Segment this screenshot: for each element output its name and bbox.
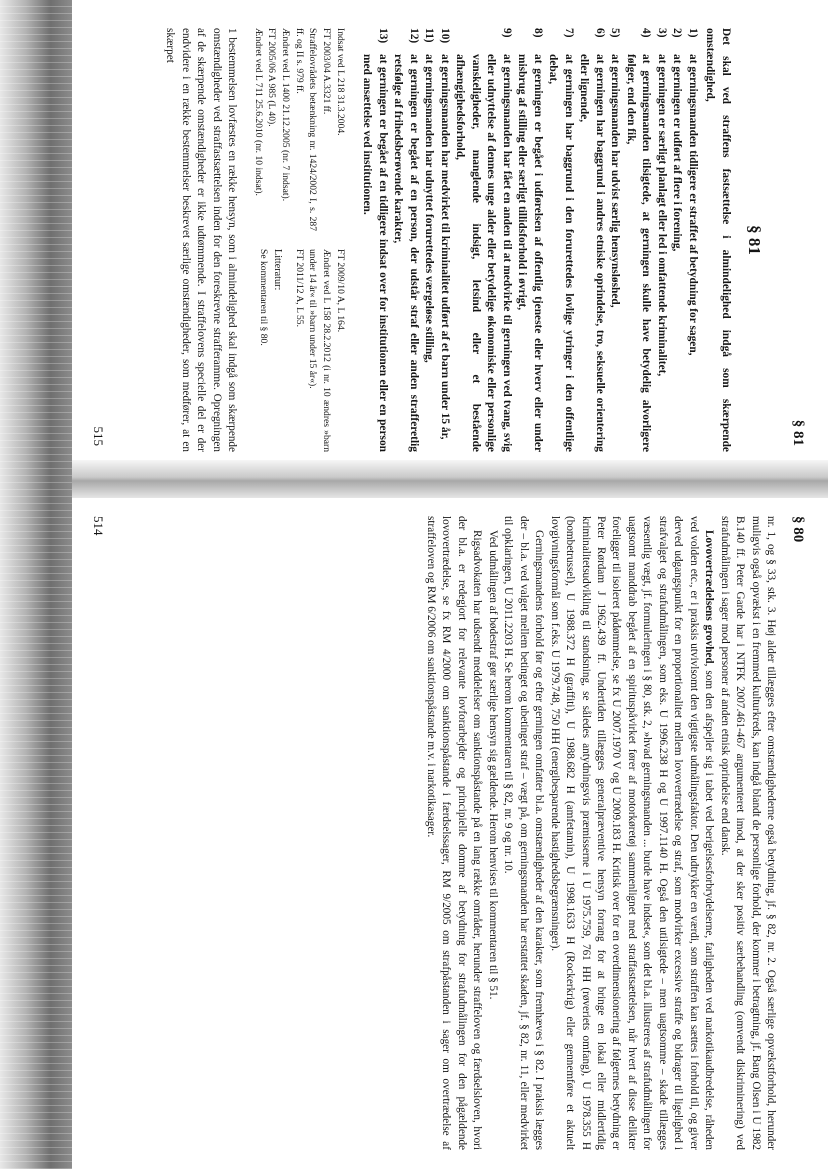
paragraph: Gerningsmandens forhold før og efter gerningen omfatter bl.a. omstændigheder af den karakter, som fremhæves i § 82. I praksis lægges der – bl.a. ved valget mellem betinget og ubetinget straf – vægt på, om gerningsmanden har erstattet skaden, jf. § 82, nr. 11, eller medvirket til opklaringen, U 2011.2203 H. Se herom kommentaren til § 82, nr. 9 og nr. 10. [502,516,546,1150]
list-item: 13) at gerningen er begået af en tidligere indsat over for institutionen eller en person med ansættelse ved institutionen. [361,28,389,452]
page-number-515: 515 [91,426,106,446]
list-item: 10) at gerningsmanden har medvirket til kriminalitet udført af et barn under 15 år, [438,28,451,440]
list-item: 9) at gerningsmanden har fået en anden til at medvirke til gerningen ved tvang, svig eller udnyttelse af dennes unge alder eller betydelige økonomiske eller personlige vanskeligheder, manglende indsigt, letsind eller et bestående afhængighedsforhold, [454,28,513,452]
history-line: FT 2009/10 A, L 164. [334,249,346,333]
history-line: Ændret ved L 158 28.2.2012 (i nr. 10 ændres »barn under 14 år« til »barn under 15 år«). [307,249,332,452]
paragraph: Lovovertrædelsens grovhed, som den afspejler sig i tabet ved berigelsesforbrydelserne, farligheden ved narkotikaudbredelse, råheden ved volden etc., er i praksis utvivlsomt den vigtigste udmålingsfaktor. Den udtrykker en værdi, som straffen kan sættes i forhold til, og giver derved udgangspunkt for en proportionalitet mellem lovovertrædelse og straf, som modvirker excessive straffe og bidrager til ligelighed i strafvalget og strafudmålingen, som eks. U 1996.238 H og U 1997.1140 H. Også den utilsigtede – men uagtsomme – skade tillægges væsentlig vægt, jf. formuleringen i § 80, stk. 2, »hvad gerningsmanden ... burde have indset«, som det bl.a. illustreres af strafudmålingen for uagtsomt manddrab begået af en spirituspåvirket fører af motorkøretøj sammenlignet med straffastsættelsen, når hvert af disse delikter foreligger til isoleret pådømmelse, se fx U 2007.1970 V og U 2009.183 H. Kritisk over for en overdimensionering af følgernes betydning er Peter Rørdam J 1962.439 ff. Undertiden tillægges generalpræventive hensyn forrang for at bringe en lokal eller midlertidig kriminalitetsudvikling til standsning, se således antydningsvis præmisserne i U 1975.759, 761 HH (røveriets omfang), U 1978.355 H (bombetrussel), U 1988.372 H (graffiti), U 1988.682 H (amfetamin), U 1998.1633 H (Rockerkrig) eller gennemføre et aktuelt lovgivningsformål som f.eks. U 1979.748, 750 HH (energibesparende hastighedsbegrænsninger). [548,516,716,1150]
criteria-list [359,28,700,452]
page-515 [82,20,812,460]
paragraph: Ved udmålingen af bødestraf gør særlige hensyn sig gældende. Herom henvises til kommentaren til § 51. [486,530,499,1000]
paragraph: Rigsadvokaten har udsendt meddelelser om sanktionspåstande på en lang række områder, herunder straffeloven og færdselsloven, hvori der bl.a. er redegjort for relevante lovforarbejder og principielle domme af betydning for strafudmålingen for den pågældende lovovertrædelse, se fx RM 4/2000 om sanktionspåstande i færdselssager, RM 9/2005 om strafpåstanden i sager om overtrædelse af straffeloven og RM 6/2006 om sanktionspåstande m.v. i narkotikasager. [425,516,484,1150]
body-514 [423,516,778,1150]
page-514 [82,508,812,1158]
scan-shadow-edge [0,0,72,1169]
list-item: 1) at gerningsmanden tidligere er straffet af betydning for sagen, [686,28,699,356]
list-item: 2) at gerningen er udført af flere i forening, [671,28,684,252]
running-head-514: § 80 [790,516,806,543]
history-line: Straffelovrådets betænkning nr. 1424/2002 I, s. 287 ff. og II s. 979 ff. [293,28,319,231]
body-515 [162,28,778,452]
commentary-paragraph: 1 bestemmelsen lovfæstes en række hensyn, som i almindelighed skal indgå som skærpende omstændigheder ved straffastsættelsen inden for den foreskrevne strafferamme. Opregningen af de skærpende omstændigheder er ikke udtømmende. I straffelovens specielle del er der endvidere i en række bestemmelser beskrevet særlige omstændigheder, som medfører, at en skærpet [164,28,239,452]
list-item: 11) at gerningsmanden har udnyttet forurettedes værgeløse stilling, [423,28,436,363]
history-line: Ændret ved L 711 25.6.2010 (nr. 10 indsat). [252,28,264,196]
lead-paragraph: Det skal ved straffens fastsættelse i almindelighed indgå som skærpende omstændighed, [704,28,732,452]
book-gutter [72,460,828,498]
list-item: 7) at gerningen har baggrund i den forurettedes lovlige ytringer i den offentlige debat, [547,28,575,452]
list-item: 5) at gerningsmanden har udvist særlig hensynsløshed, [609,28,622,308]
legislative-history [251,28,346,452]
literature-label: Litteratur: [272,249,284,291]
history-line: FT 2005/06 A 985 (L 40). [266,28,278,127]
history-line: FT 2011/12 A, L 55. [293,249,305,327]
literature-text: Se kommentaren til § 80. [257,249,269,346]
history-left-column [251,28,346,231]
list-item: 3) at gerningen er særligt planlagt eller led i omfattende kriminalitet, [655,28,668,377]
list-item: 4) at gerningsmanden tilsigtede, at gerningen skulle have betydelig alvorligere følger, end den fik, [624,28,653,452]
history-line: Indsat ved L 218 31.3.2004. [334,28,346,136]
section-title: § 81 [745,225,764,255]
list-item: 6) at gerningen har baggrund i andres etniske oprindelse, tro, seksuelle orientering eller lignende, [578,28,606,452]
history-right-column [251,249,346,452]
history-line: Ændret ved L 1400 21.12.2005 (nr. 7 indsat). [280,28,292,202]
list-item: 12) at gerningen er begået af en person, der udstår straf eller anden strafferetlig retsfølge af frihedsberøvende karakter, [392,28,420,452]
running-head-515: § 81 [790,419,806,446]
page-number-514: 514 [91,516,106,536]
paragraph: nr. 1, og § 33, stk. 3. Høj alder tillægges efter omstændighederne også betydning, jf. § 82, nr. 2. Også særlige opvækstforhold, herunder muligvis også opvækst i en fremmed kulturkreds, kan indgå blandt de personlige forhold, der kommer i betragtning, jf. Bang Olsen i U 1982 B.140 ff. Peter Garde har i NTFK 2007.461-467 argumenteret imod, at der sker positiv særbehandling (omvendt diskriminering) ved strafudmålingen i sager mod personer af anden etnisk oprindelse end dansk. [718,516,777,1150]
history-line: FT 2003/04 A.3321 ff. [320,28,332,115]
list-item: 8) at gerningen er begået i udførelsen af offentlig tjeneste eller hverv eller under misbrug af stilling eller særligt tillidsforhold i øvrigt, [516,28,544,452]
